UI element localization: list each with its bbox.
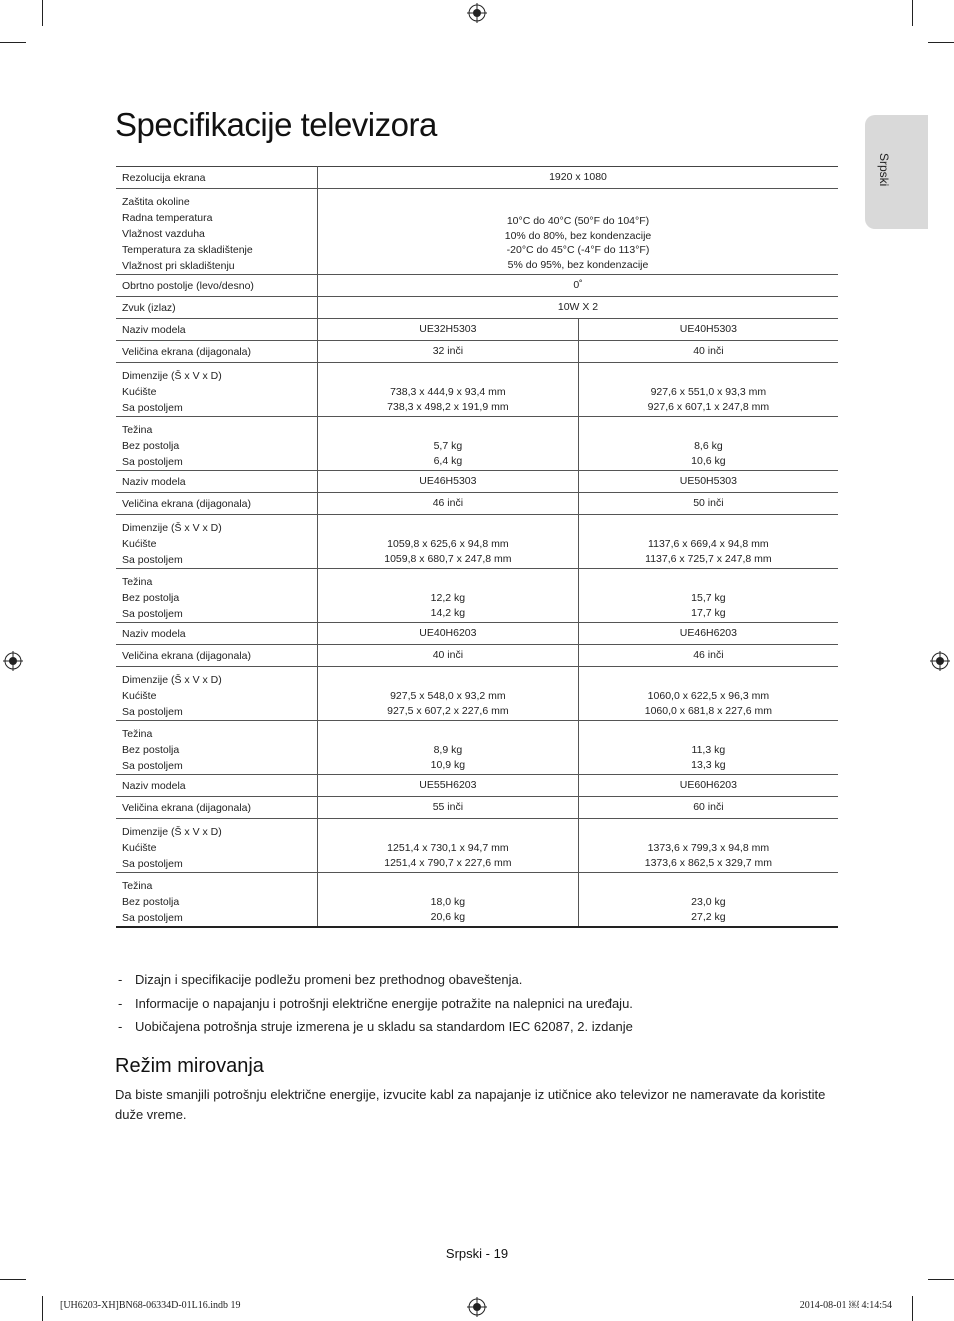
dimensions-value [578, 515, 838, 569]
label-line: Težina [122, 576, 153, 588]
table-row [116, 667, 838, 721]
value-line: 10,6 kg [691, 454, 726, 467]
table-row [116, 471, 838, 493]
dimensions-value [578, 363, 838, 417]
row-label: Veličina ekrana (dijagonala) [116, 493, 318, 515]
table-row [116, 341, 838, 363]
row-label: Naziv modela [116, 775, 318, 797]
weight-value [578, 721, 838, 775]
label-line: Sa postoljem [122, 402, 183, 414]
label-line: Radna temperatura [122, 212, 213, 224]
row-label [116, 189, 318, 275]
crop-mark [928, 1279, 954, 1280]
label-line: Kućište [122, 538, 157, 550]
weight-value [318, 569, 579, 623]
table-row [116, 515, 838, 569]
value-line: 1251,4 x 730,1 x 94,7 mm [387, 842, 509, 854]
label-line: Vlažnost vazduha [122, 228, 205, 240]
value-line: 927,5 x 548,0 x 93,2 mm [390, 690, 506, 702]
label-line: Dimenzije (Š x V x D) [122, 826, 222, 838]
label-line: Bez postolja [122, 440, 180, 452]
value-line: 738,3 x 498,2 x 191,9 mm [387, 400, 509, 413]
value-line: 1137,6 x 725,7 x 247,8 mm [645, 552, 772, 565]
row-label [116, 515, 318, 569]
value-line: 1059,8 x 625,6 x 94,8 mm [387, 538, 509, 550]
section-heading: Režim mirovanja [115, 1055, 264, 1077]
label-line: Temperatura za skladištenje [122, 244, 253, 256]
table-row [116, 493, 838, 515]
screen-size: 46 inči [578, 645, 838, 667]
row-label [116, 667, 318, 721]
page-title: Specifikacije televizora [115, 106, 437, 143]
value-line: 10°C do 40°C (50°F do 104°F) [506, 215, 650, 227]
table-row [116, 623, 838, 645]
row-label [116, 417, 318, 471]
table-row [116, 275, 838, 297]
footer-file-info: [UH6203-XH]BN68-06334D-01L16.indb 19 [60, 1300, 241, 1311]
weight-value [578, 873, 838, 928]
value-line: 5,7 kg [433, 440, 463, 452]
model-name: UE40H5303 [578, 319, 838, 341]
label-line: Sa postoljem [122, 706, 183, 718]
dimensions-value [578, 667, 838, 721]
row-value: 10W X 2 [318, 297, 839, 319]
value-line: 27,2 kg [691, 910, 726, 923]
value-line: 1060,0 x 681,8 x 227,6 mm [644, 704, 772, 717]
value-line: 18,0 kg [430, 896, 466, 908]
table-row [116, 189, 838, 275]
table-row [116, 319, 838, 341]
label-line: Vlažnost pri skladištenju [122, 260, 235, 272]
value-line: 927,6 x 607,1 x 247,8 mm [647, 400, 770, 413]
screen-size: 60 inči [578, 797, 838, 819]
row-value [318, 189, 839, 275]
crop-mark [912, 0, 913, 26]
table-row [116, 167, 838, 189]
table-row [116, 297, 838, 319]
row-label: Rezolucija ekrana [116, 167, 318, 189]
table-row [116, 775, 838, 797]
note-item: - Dizajn i specifikacije podležu promeni bez prethodnog obaveštenja. [118, 968, 838, 992]
screen-size: 55 inči [318, 797, 579, 819]
footer-timestamp: 2014-08-01 ￼ 4:14:54 [799, 1300, 892, 1311]
value-line: 12,2 kg [430, 592, 466, 604]
label-line: Dimenzije (Š x V x D) [122, 522, 222, 534]
table-row [116, 363, 838, 417]
weight-value [318, 721, 579, 775]
label-line: Sa postoljem [122, 608, 183, 620]
label-line: Sa postoljem [122, 456, 183, 468]
note-item: - Informacije o napajanju i potrošnji električne energije potražite na nalepnici na uređaju. [118, 992, 838, 1016]
label-line: Težina [122, 424, 153, 436]
registration-mark-icon [467, 3, 487, 23]
row-label: Naziv modela [116, 623, 318, 645]
table-row [116, 569, 838, 623]
crop-mark [912, 1296, 913, 1321]
value-line: 6,4 kg [433, 454, 463, 467]
model-name: UE32H5303 [318, 319, 579, 341]
label-line: Dimenzije (Š x V x D) [122, 674, 222, 686]
value-line: -20°C do 45°C (-4°F do 113°F) [506, 244, 650, 256]
value-line: 14,2 kg [430, 606, 466, 619]
model-name: UE40H6203 [318, 623, 579, 645]
label-line: Sa postoljem [122, 554, 183, 566]
value-line: 8,9 kg [433, 744, 463, 756]
row-label: Naziv modela [116, 471, 318, 493]
row-label [116, 819, 318, 873]
table-row [116, 819, 838, 873]
value-line: 1137,6 x 669,4 x 94,8 mm [648, 538, 769, 550]
weight-value [318, 873, 579, 928]
table-row [116, 417, 838, 471]
value-line: 738,3 x 444,9 x 93,4 mm [390, 386, 506, 398]
notes-list [118, 968, 838, 1039]
row-value: 0˚ [318, 275, 839, 297]
dimensions-value [318, 363, 579, 417]
value-line: 927,5 x 607,2 x 227,6 mm [387, 704, 509, 717]
registration-mark-icon [930, 651, 950, 671]
language-tab [865, 115, 928, 229]
value-line: 1251,4 x 790,7 x 227,6 mm [384, 856, 512, 869]
crop-mark [0, 42, 26, 43]
row-label: Naziv modela [116, 319, 318, 341]
spec-table [116, 166, 838, 928]
model-name: UE60H6203 [578, 775, 838, 797]
row-label: Veličina ekrana (dijagonala) [116, 797, 318, 819]
row-label: Zvuk (izlaz) [116, 297, 318, 319]
value-line: 10,9 kg [430, 758, 466, 771]
crop-mark [0, 1279, 26, 1280]
dimensions-value [578, 819, 838, 873]
screen-size: 40 inči [578, 341, 838, 363]
dimensions-value [318, 819, 579, 873]
label-line: Sa postoljem [122, 858, 183, 870]
registration-mark-icon [3, 651, 23, 671]
value-line: 17,7 kg [691, 606, 726, 619]
weight-value [578, 417, 838, 471]
language-tab-label: Srpski [877, 153, 891, 187]
label-line: Bez postolja [122, 744, 180, 756]
value-line: 927,6 x 551,0 x 93,3 mm [650, 386, 767, 398]
value-line: 8,6 kg [694, 440, 723, 452]
section-body: Da biste smanjili potrošnju električne energije, izvucite kabl za napajanje iz utičnice ako televizor ne nameravate da koristite duže vreme. [115, 1087, 826, 1122]
page-number: Srpski - 19 [445, 1246, 509, 1261]
value-line: 23,0 kg [691, 896, 726, 908]
crop-mark [42, 0, 43, 26]
value-line: 11,3 kg [691, 744, 726, 756]
screen-size: 46 inči [318, 493, 579, 515]
screen-size: 32 inči [318, 341, 579, 363]
crop-mark [928, 42, 954, 43]
label-line: Dimenzije (Š x V x D) [122, 370, 222, 382]
table-row [116, 797, 838, 819]
registration-mark-icon [467, 1297, 487, 1317]
table-row [116, 873, 838, 928]
row-label [116, 873, 318, 928]
row-label: Veličina ekrana (dijagonala) [116, 341, 318, 363]
model-name: UE46H6203 [578, 623, 838, 645]
value-line: 13,3 kg [691, 758, 726, 771]
table-row [116, 645, 838, 667]
row-value: 1920 x 1080 [318, 167, 839, 189]
value-line: 1060,0 x 622,5 x 96,3 mm [647, 690, 770, 702]
row-label [116, 569, 318, 623]
label-line: Kućište [122, 386, 157, 398]
label-line: Sa postoljem [122, 912, 183, 924]
value-line: 5% do 95%, bez kondenzacije [507, 258, 649, 271]
dimensions-value [318, 515, 579, 569]
value-line: 1373,6 x 862,5 x 329,7 mm [644, 856, 772, 869]
value-line: 10% do 80%, bez kondenzacije [504, 229, 652, 242]
value-line: 1059,8 x 680,7 x 247,8 mm [384, 552, 512, 565]
row-label [116, 363, 318, 417]
screen-size: 50 inči [578, 493, 838, 515]
dimensions-value [318, 667, 579, 721]
label-line: Težina [122, 728, 153, 740]
weight-value [318, 417, 579, 471]
label-line: Bez postolja [122, 592, 180, 604]
model-name: UE55H6203 [318, 775, 579, 797]
label-line: Zaštita okoline [122, 196, 190, 208]
value-line: 1373,6 x 799,3 x 94,8 mm [647, 842, 770, 854]
weight-value [578, 569, 838, 623]
value-line: 15,7 kg [691, 592, 726, 604]
screen-size: 40 inči [318, 645, 579, 667]
crop-mark [42, 1296, 43, 1321]
row-label: Veličina ekrana (dijagonala) [116, 645, 318, 667]
value-line: 20,6 kg [430, 910, 466, 923]
note-item: - Uobičajena potrošnja struje izmerena je u skladu sa standardom IEC 62087, 2. izdanje [118, 1015, 838, 1039]
label-line: Kućište [122, 690, 157, 702]
label-line: Težina [122, 880, 153, 892]
row-label: Obrtno postolje (levo/desno) [116, 275, 318, 297]
label-line: Sa postoljem [122, 760, 183, 772]
model-name: UE46H5303 [318, 471, 579, 493]
label-line: Bez postolja [122, 896, 180, 908]
model-name: UE50H5303 [578, 471, 838, 493]
label-line: Kućište [122, 842, 157, 854]
row-label [116, 721, 318, 775]
table-row [116, 721, 838, 775]
